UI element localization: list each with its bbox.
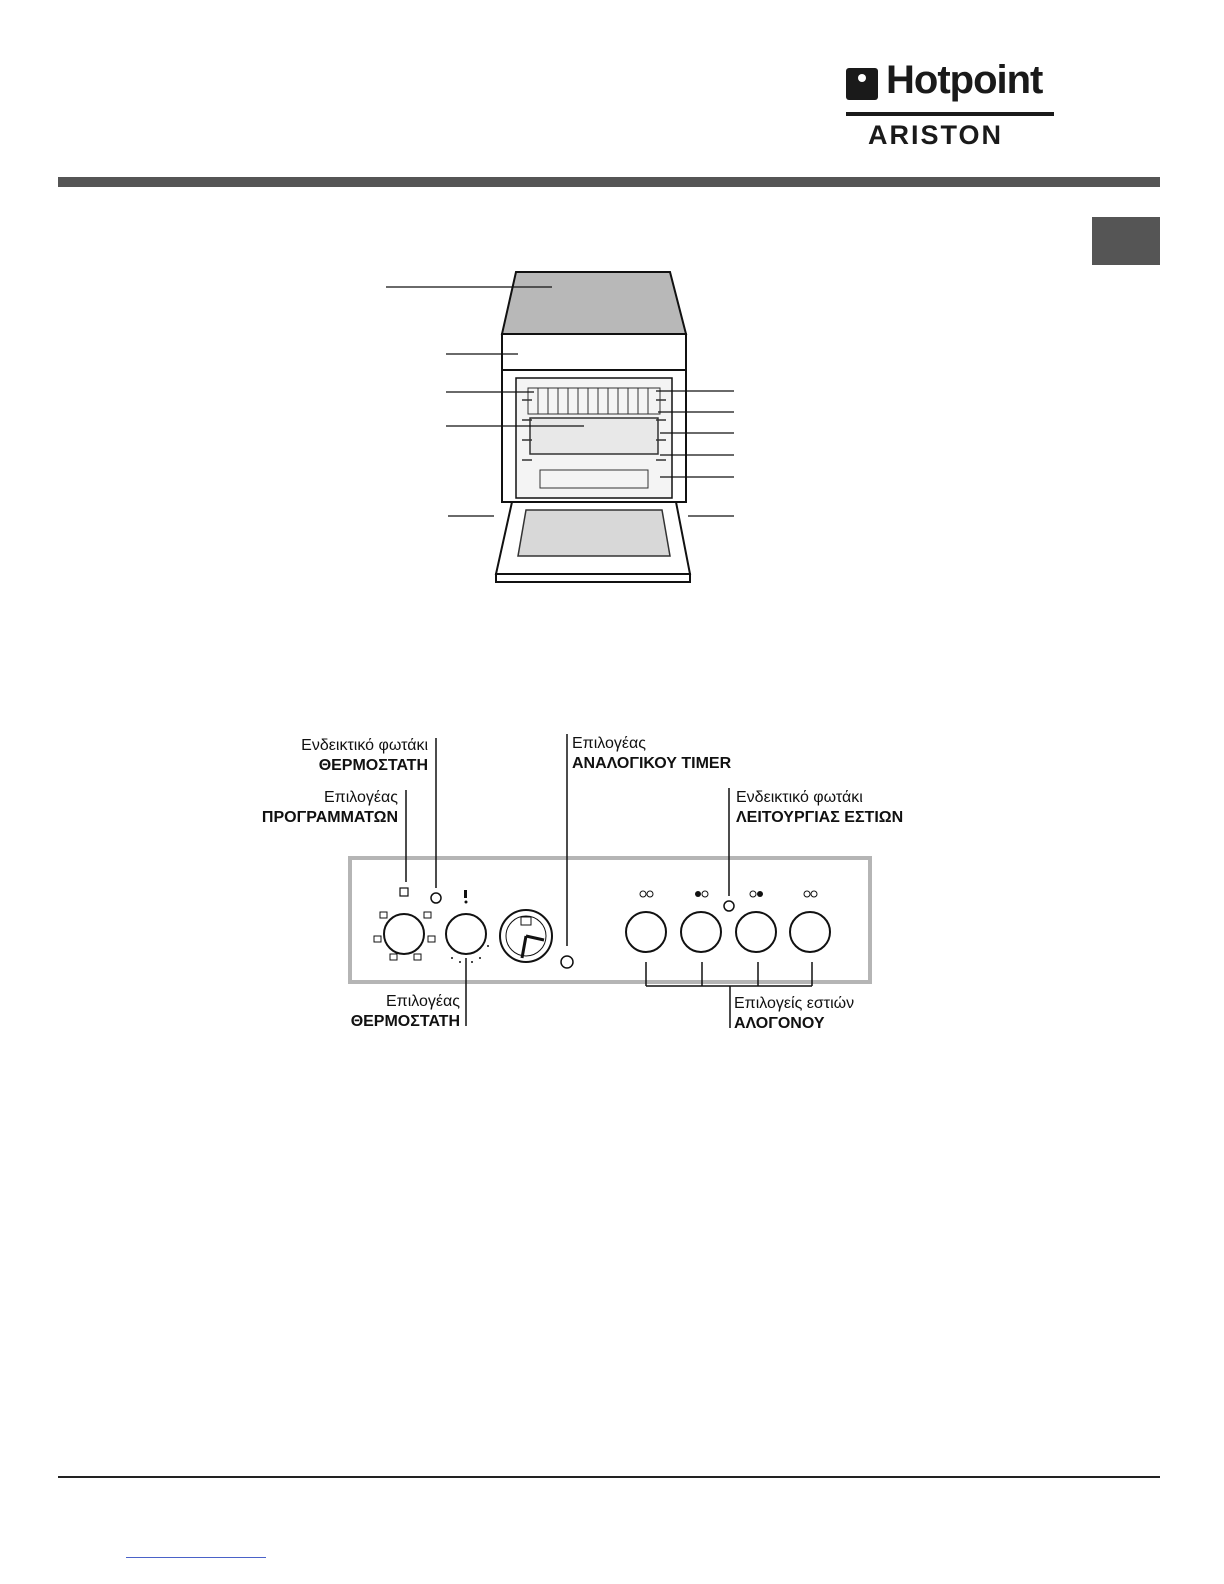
analog-timer[interactable]: [500, 910, 552, 962]
footer-rule: [58, 1476, 1160, 1478]
timer-knob[interactable]: [561, 956, 573, 968]
thermometer-icon: [464, 890, 467, 898]
door-bottom: [496, 574, 690, 582]
thermostat-selector-label: Επιλογέας ΘΕΡΜΟΣΤΑΤΗ: [350, 993, 460, 1030]
control-panel-diagram-icon: [0, 700, 1224, 1050]
thermostat-light-label: Ενδεικτικό φωτάκι ΘΕΡΜΟΣΤΑΤΗ: [301, 737, 428, 774]
brand-sub: ARISTON: [868, 120, 1004, 150]
door-glass: [518, 510, 670, 556]
oven-diagram-icon: [0, 0, 1224, 620]
hob-selectors-label: Επιλογείς εστιών ΑΛΟΓΟΝΟΥ: [734, 995, 855, 1032]
program-selector-label: Επιλογέας ΠΡΟΓΡΑΜΜΑΤΩΝ: [261, 789, 398, 826]
hob-indicator-light: [724, 901, 734, 911]
hob-top: [502, 272, 686, 334]
brand-name: Hotpoint: [886, 58, 1043, 102]
timer-selector-label: Επιλογέας ΑΝΑΛΟΓΙΚΟΥ TIMER: [572, 735, 732, 772]
control-strip: [502, 334, 686, 370]
footer-link-underline[interactable]: [126, 1557, 266, 1558]
thermostat-indicator-light: [431, 893, 441, 903]
control-panel: [350, 858, 870, 982]
drip-tray: [530, 418, 658, 454]
hob-light-label: Ενδεικτικό φωτάκι ΛΕΙΤΟΥΡΓΙΑΣ ΕΣΤΙΩΝ: [736, 789, 904, 826]
